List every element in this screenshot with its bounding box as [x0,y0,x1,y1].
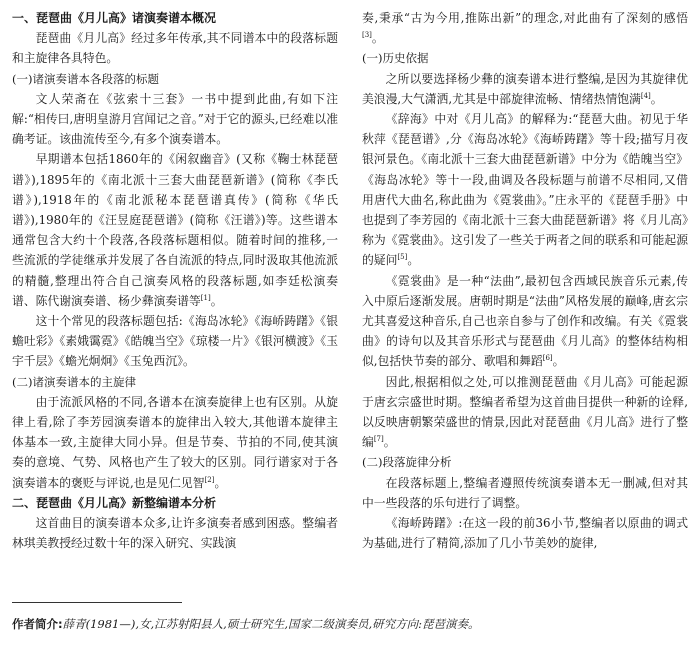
paragraph-text: 因此,根据相似之处,可以推测琵琶曲《月儿高》可能起源于唐玄宗盛世时期。整编者希望为这首曲目提供一种新的诠释,以反映唐朝繁荣盛世的情景,因此对琵琶曲《月儿高》进行了整编 [362,374,688,450]
paragraph: 《海峤踌躇》:在这一段的前36小节,整编者以原曲的调式为基础,进行了精简,添加了几小节美妙的旋律, [362,516,688,551]
author-note [12,615,692,633]
paragraph [12,149,338,311]
left-column [12,8,338,553]
right-column [362,8,688,553]
subsection-title: (二)段落旋律分析 [362,455,452,470]
subsection-title: (一)历史依据 [362,51,429,66]
paragraph-text: 《辞海》中对《月儿高》的解释为:“琵琶大曲。初见于华秋萍《琵琶谱》,分《海岛冰轮》《海峤踌躇》等十段;描写月夜银河景色。《南北派十三套大曲琵琶新谱》中分为《皓魄当空》《海岛冰轮》等十一段,曲调及各段标题与前谱不尽相同,又借用唐代大曲名,称此曲为《霓裳曲》。”庄永平的《琵琶手册》中也提到了李芳园的《南北派十三套大曲琵琶新谱》将《月儿高》称为《霓裳曲》。这引发了一些关于两者之间的联系和可能起源的疑问 [362,112,688,268]
paragraph-text: 之所以要选择杨少彝的演奏谱本进行整编,是因为其旋律优美浪漫,大气潇洒,尤其是中部旋律流畅、情绪热情饱满 [362,71,688,106]
paragraph [362,271,688,372]
section-1-title: 一、琵琶曲《月儿高》诸演奏谱本概况 [12,11,217,25]
section-2-title: 二、琵琶曲《月儿高》新整编谱本分析 [12,495,217,510]
paragraph-end: 。 [383,435,396,450]
footnote-divider [12,602,182,603]
citation: [3] [362,31,372,40]
citation: [2] [204,475,215,484]
citation: [4] [640,91,651,100]
paragraph-end: 。 [552,354,565,369]
paragraph-text: 奏,秉承“古为今用,推陈出新”的理念,对此曲有了深刻的感悟 [362,11,688,25]
author-note-text: 薛青(1981—),女,江苏射阳县人,硕士研究生,国家二级演奏员,研究方向:琵琶演奏。 [62,617,480,631]
citation: [1] [200,293,211,302]
paragraph [362,8,688,48]
paragraph [362,109,688,271]
paragraph [12,392,338,493]
subsection-title: (一)诸演奏谱本各段落的标题 [12,71,159,86]
paragraph: 这首曲目的演奏谱本众多,让许多演奏者感到困惑。整编者林琪美教授经过数十年的深入研究、实践演 [12,516,338,551]
paragraph-end: 。 [371,31,384,46]
paragraph: 这十个常见的段落标题包括:《海岛冰轮》《海峤踌躇》《银蟾吐彩》《素娥霭霓》《皓魄当空》《琼楼一片》《银河横渡》《玉宇千层》《蟾光炯炯》《玉兔西沉》。 [12,314,338,369]
paragraph-text: 《霓裳曲》是一种“法曲”,最初包含西域民族音乐元素,传入中原后逐渐发展。唐朝时期是“法曲”风格发展的巅峰,唐玄宗尤其喜爱这种音乐,自己也亲自参与了创作和改编。有关《霓裳曲》的诗句以及其音乐形式与琵琶曲《月儿高》的整体结构相似,包括快节奏的部分、歌唱和舞蹈 [362,273,688,369]
paragraph [362,372,688,453]
paragraph-end: 。 [650,91,663,106]
paragraph-text: 由于流派风格的不同,各谱本在演奏旋律上也有区别。从旋律上看,除了李芳园演奏谱本的旋律出入较大,其他谱本旋律主体基本一致,主旋律大同小异。但是节奏、节拍的不同,使其演奏的意境、气势、风格也产生了较大的区别。同行谱家对于各演奏谱本的褒贬与评说,也是见仁见智 [12,394,338,490]
paragraph-end: 。 [214,475,227,490]
paragraph: 在段落标题上,整编者遵照传统演奏谱本无一删减,但对其中一些段落的乐句进行了调整。 [362,475,688,510]
paragraph: 文人荣斋在《弦索十三套》一书中提到此曲,有如下注解:“相传曰,唐明皇游月宫闻记之音。”对于它的源头,已经难以准确考证。该曲流传至今,有多个演奏谱本。 [12,91,338,147]
citation: [5] [397,253,408,262]
paragraph [362,69,688,109]
citation: [7] [373,435,384,444]
paragraph: 琵琶曲《月儿高》经过多年传承,其不同谱本中的段落标题和主旋律各具特色。 [12,31,338,66]
paragraph-text: 早期谱本包括1860年的《闲叙幽音》(又称《鞠士林琵琶谱》),1895年的《南北派十三套大曲琵琶新谱》(简称《李氏谱》),1918年的《南北派秘本琵琶谱真传》(简称《华氏谱》),1980年的《汪昱庭琵琶谱》(简称《汪谱》)等。这些谱本通常包含大约十个段落,各段落标题相似。随着时间的推移,一些流派的学徒继承并发展了各自流派的特点,同时汲取其他流派的精髓,整理出符合自己演奏风格的段落标题,如李廷松演奏谱、陈代谢演奏谱、杨少彝演奏谱等 [12,152,338,308]
paragraph-end: 。 [407,253,420,268]
citation: [6] [542,354,553,363]
paragraph-end: 。 [210,293,223,308]
author-note-label: 作者简介: [12,617,63,631]
subsection-title: (二)诸演奏谱本的主旋律 [12,374,136,389]
